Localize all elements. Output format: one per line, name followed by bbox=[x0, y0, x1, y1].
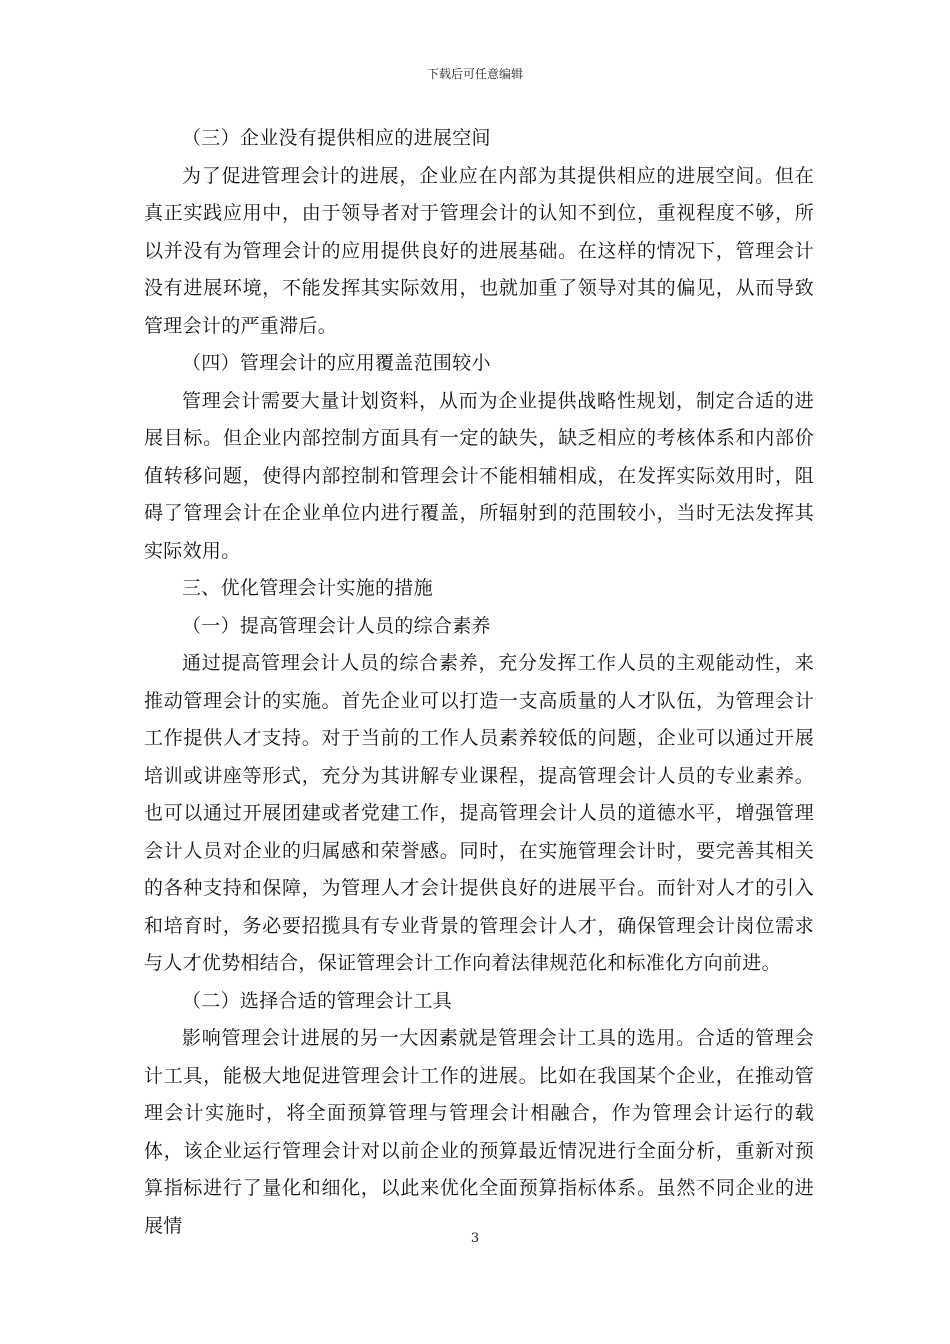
body-paragraph: 影响管理会计进展的另一大因素就是管理会计工具的选用。合适的管理会计工具，能极大地促进管理会计工作的进展。比如在我国某个企业，在推动管理会计实施时，将全面预算管理与管理会计相融合，作为管理会计运行的载体，该企业运行管理会计对以前企业的预算最近情况进行全面分析，重新对预算指标进行了量化和细化，以此来优化全面预算指标体系。虽然不同企业的进展情 bbox=[144, 1027, 814, 1237]
section-heading-1: （一）提高管理会计人员的综合素养 bbox=[182, 614, 491, 637]
page-header: 下载后可任意编辑 bbox=[426, 67, 523, 81]
section-heading-3: （三）企业没有提供相应的进展空间 bbox=[182, 127, 491, 149]
document-body bbox=[144, 120, 814, 1245]
body-paragraph: 通过提高管理会计人员的综合素养，充分发挥工作人员的主观能动性，来推动管理会计的实施。首先企业可以打造一支高质量的人才队伍，为管理会计工作提供人才支持。对于当前的工作人员素养较低的问题，企业可以通过开展培训或讲座等形式，充分为其讲解专业课程，提高管理会计人员的专业素养。也可以通过开展团建或者党建工作，提高管理会计人员的道德水平，增强管理会计人员对企业的归属感和荣誉感。同时，在实施管理会计时，要完善其相关的各种支持和保障，为管理人才会计提供良好的进展平台。而针对人才的引入和培育时，务必要招揽具有专业背景的管理会计人才，确保管理会计岗位需求与人才优势相结合，保证管理会计工作向着法律规范化和标准化方向前进。 bbox=[144, 652, 814, 974]
page-number: 3 bbox=[470, 1231, 480, 1246]
section-heading-2: （二）选择合适的管理会计工具 bbox=[182, 989, 453, 1012]
chapter-heading: 三、优化管理会计实施的措施 bbox=[182, 577, 433, 599]
body-paragraph: 为了促进管理会计的进展，企业应在内部为其提供相应的进展空间。但在真正实践应用中，由于领导者对于管理会计的认知不到位，重视程度不够，所以并没有为管理会计的应用提供良好的进展基础。在这样的情况下，管理会计没有进展环境，不能发挥其实际效用，也就加重了领导对其的偏见，从而导致管理会计的严重滞后。 bbox=[144, 164, 814, 337]
body-paragraph: 管理会计需要大量计划资料，从而为企业提供战略性规划，制定合适的进展目标。但企业内部控制方面具有一定的缺失，缺乏相应的考核体系和内部价值转移问题，使得内部控制和管理会计不能相辅相成，在发挥实际效用时，阻碍了管理会计在企业单位内进行覆盖，所辐射到的范围较小，当时无法发挥其实际效用。 bbox=[144, 389, 814, 562]
section-heading-4: （四）管理会计的应用覆盖范围较小 bbox=[182, 352, 491, 374]
